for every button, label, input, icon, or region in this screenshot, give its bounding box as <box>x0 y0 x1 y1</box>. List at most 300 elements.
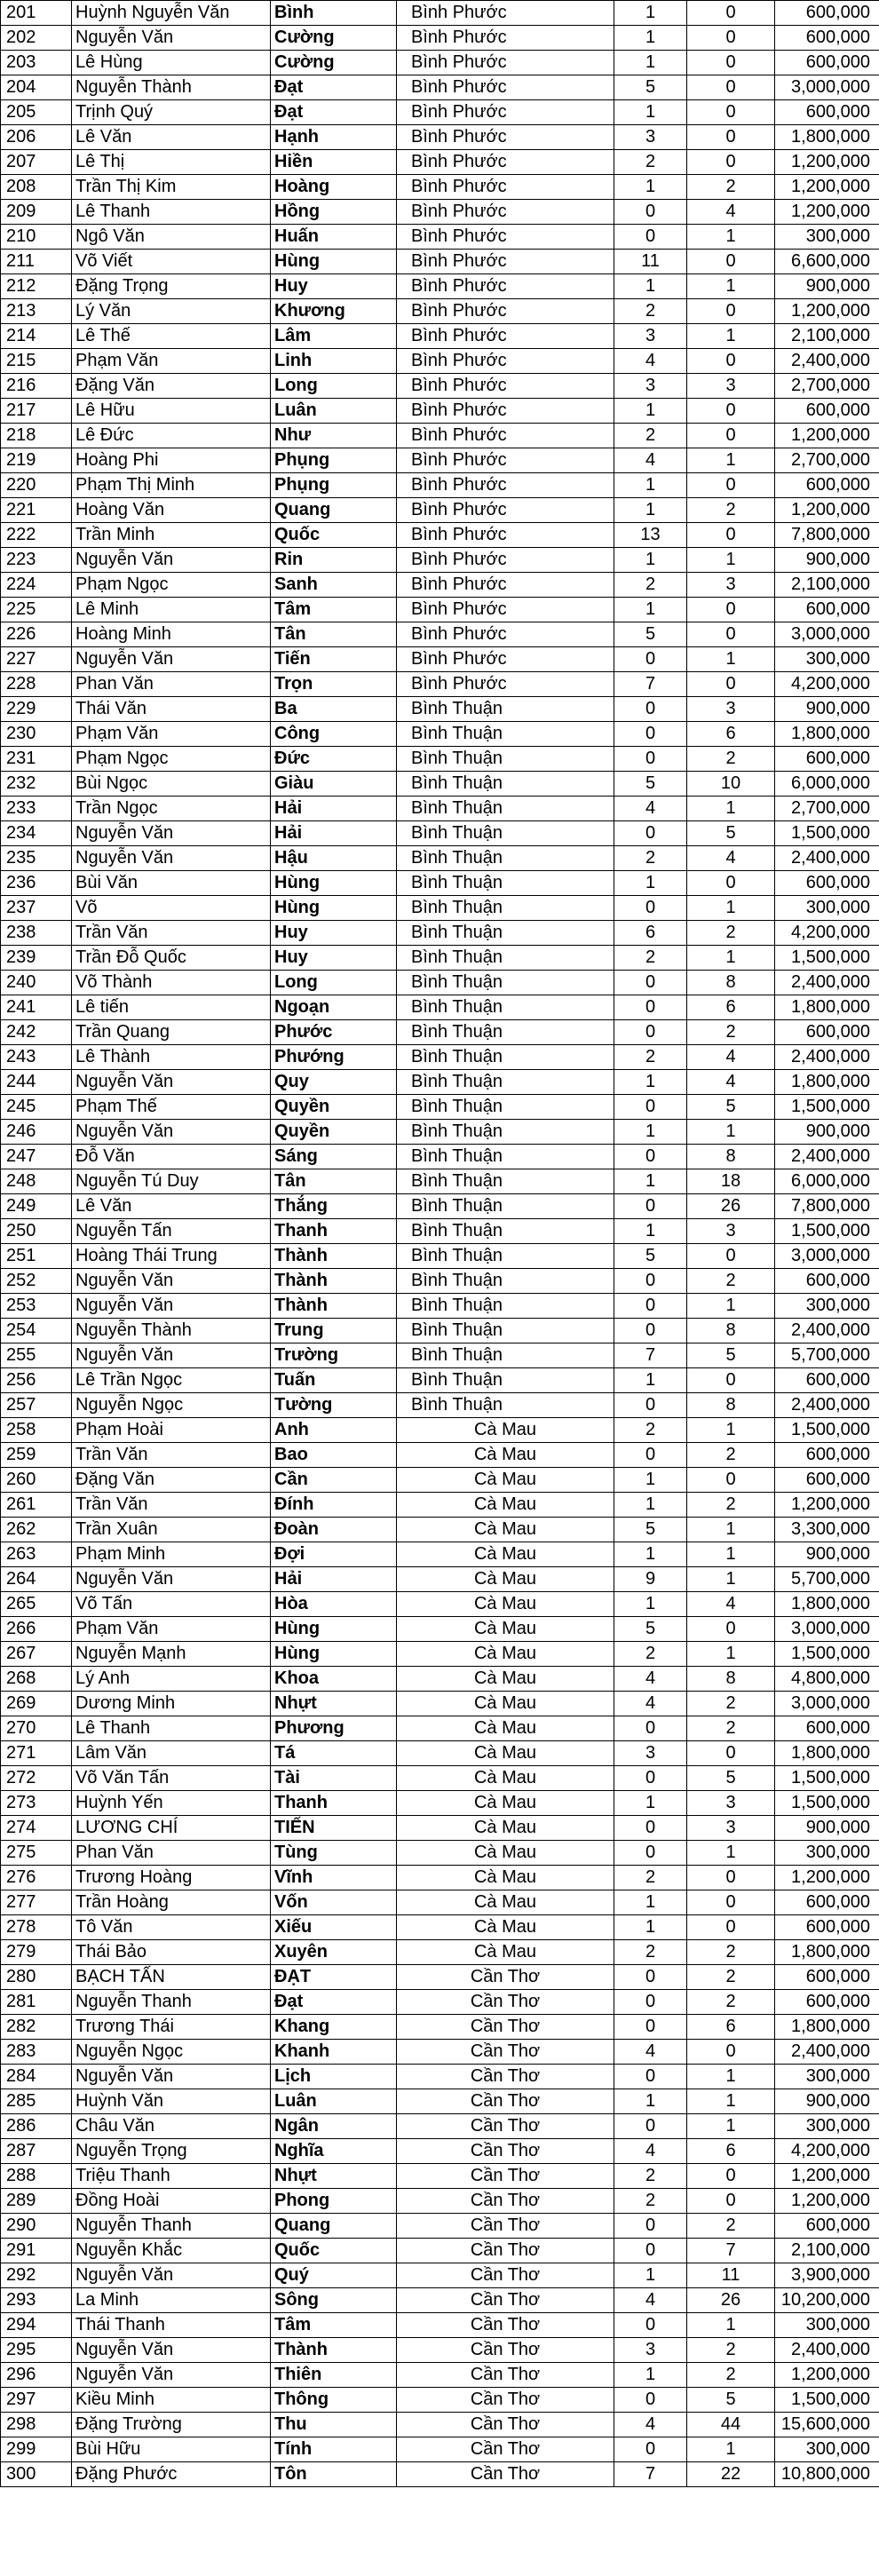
province-cell: Bình Phước <box>397 374 614 399</box>
table-row <box>1 2015 879 2040</box>
amount-cell: 2,400,000 <box>775 846 879 871</box>
count-2-cell: 1 <box>687 2065 775 2089</box>
count-1-cell: 1 <box>614 1592 687 1617</box>
table-row <box>1 1816 879 1841</box>
row-number-cell: 210 <box>1 225 72 250</box>
amount-cell: 600,000 <box>775 1 879 26</box>
surname-cell: Nguyễn Thanh <box>72 1990 271 2015</box>
table-row <box>1 995 879 1020</box>
count-1-cell: 7 <box>614 672 687 697</box>
table-row <box>1 2089 879 2114</box>
row-number-cell: 240 <box>1 971 72 995</box>
count-1-cell: 1 <box>614 26 687 51</box>
row-number-cell: 290 <box>1 2214 72 2239</box>
surname-cell: Phạm Văn <box>72 349 271 374</box>
given-name-cell: Hòa <box>271 1592 397 1617</box>
given-name-cell: Lịch <box>271 2065 397 2089</box>
row-number-cell: 274 <box>1 1816 72 1841</box>
table-row <box>1 523 879 548</box>
row-number-cell: 246 <box>1 1120 72 1145</box>
given-name-cell: Phụng <box>271 473 397 498</box>
given-name-cell: Ba <box>271 697 397 722</box>
province-cell: Cà Mau <box>397 1567 614 1592</box>
row-number-cell: 222 <box>1 523 72 548</box>
table-row <box>1 2114 879 2139</box>
province-cell: Cà Mau <box>397 1940 614 1965</box>
count-1-cell: 5 <box>614 1244 687 1269</box>
row-number-cell: 219 <box>1 448 72 473</box>
table-row <box>1 1368 879 1393</box>
table-body <box>1 1 879 2487</box>
surname-cell: Huỳnh Nguyễn Văn <box>72 1 271 26</box>
count-2-cell: 1 <box>687 2437 775 2462</box>
surname-cell: Đặng Phước <box>72 2462 271 2487</box>
amount-cell: 300,000 <box>775 896 879 921</box>
row-number-cell: 217 <box>1 399 72 424</box>
count-1-cell: 2 <box>614 2164 687 2189</box>
table-row <box>1 1493 879 1518</box>
surname-cell: Nguyễn Khắc <box>72 2239 271 2263</box>
count-1-cell: 0 <box>614 1020 687 1045</box>
count-1-cell: 1 <box>614 399 687 424</box>
row-number-cell: 220 <box>1 473 72 498</box>
row-number-cell: 221 <box>1 498 72 523</box>
count-2-cell: 3 <box>687 1791 775 1816</box>
province-cell: Bình Thuận <box>397 871 614 896</box>
surname-cell: Phan Văn <box>72 1841 271 1866</box>
count-1-cell: 5 <box>614 1518 687 1542</box>
count-1-cell: 2 <box>614 573 687 598</box>
given-name-cell: Sanh <box>271 573 397 598</box>
count-2-cell: 5 <box>687 1095 775 1120</box>
table-row <box>1 2263 879 2288</box>
given-name-cell: Tài <box>271 1766 397 1791</box>
count-2-cell: 2 <box>687 1965 775 1990</box>
province-cell: Bình Phước <box>397 299 614 324</box>
surname-cell: Thái Thanh <box>72 2313 271 2338</box>
surname-cell: Đặng Trọng <box>72 274 271 299</box>
row-number-cell: 273 <box>1 1791 72 1816</box>
province-cell: Cà Mau <box>397 1716 614 1741</box>
amount-cell: 2,700,000 <box>775 448 879 473</box>
row-number-cell: 212 <box>1 274 72 299</box>
amount-cell: 300,000 <box>775 2313 879 2338</box>
province-cell: Bình Thuận <box>397 1120 614 1145</box>
table-row <box>1 250 879 274</box>
count-1-cell: 0 <box>614 1990 687 2015</box>
count-1-cell: 0 <box>614 747 687 772</box>
province-cell: Bình Thuận <box>397 697 614 722</box>
given-name-cell: Phương <box>271 1716 397 1741</box>
count-2-cell: 5 <box>687 1343 775 1368</box>
given-name-cell: Thắng <box>271 1194 397 1219</box>
surname-cell: Triệu Thanh <box>72 2164 271 2189</box>
count-1-cell: 0 <box>614 1294 687 1319</box>
given-name-cell: Trường <box>271 1343 397 1368</box>
count-2-cell: 4 <box>687 1592 775 1617</box>
amount-cell: 2,400,000 <box>775 2338 879 2363</box>
amount-cell: 900,000 <box>775 548 879 573</box>
count-2-cell: 0 <box>687 473 775 498</box>
table-row <box>1 1766 879 1791</box>
table-row <box>1 1890 879 1915</box>
amount-cell: 4,200,000 <box>775 921 879 946</box>
province-cell: Cà Mau <box>397 1816 614 1841</box>
given-name-cell: Đạt <box>271 100 397 125</box>
row-number-cell: 205 <box>1 100 72 125</box>
amount-cell: 600,000 <box>775 1368 879 1393</box>
count-1-cell: 0 <box>614 995 687 1020</box>
count-2-cell: 1 <box>687 1120 775 1145</box>
amount-cell: 1,500,000 <box>775 946 879 971</box>
count-1-cell: 2 <box>614 946 687 971</box>
given-name-cell: TIẾN <box>271 1816 397 1841</box>
count-2-cell: 8 <box>687 1145 775 1169</box>
province-cell: Cần Thơ <box>397 2065 614 2089</box>
row-number-cell: 241 <box>1 995 72 1020</box>
amount-cell: 600,000 <box>775 1990 879 2015</box>
count-1-cell: 0 <box>614 2239 687 2263</box>
count-1-cell: 1 <box>614 1493 687 1518</box>
row-number-cell: 214 <box>1 324 72 349</box>
province-cell: Bình Phước <box>397 498 614 523</box>
row-number-cell: 213 <box>1 299 72 324</box>
amount-cell: 10,200,000 <box>775 2288 879 2313</box>
row-number-cell: 292 <box>1 2263 72 2288</box>
count-2-cell: 1 <box>687 1518 775 1542</box>
amount-cell: 1,500,000 <box>775 1219 879 1244</box>
given-name-cell: Vĩnh <box>271 1866 397 1890</box>
table-row <box>1 1915 879 1940</box>
amount-cell: 600,000 <box>775 1915 879 1940</box>
amount-cell: 300,000 <box>775 647 879 672</box>
row-number-cell: 280 <box>1 1965 72 1990</box>
amount-cell: 1,500,000 <box>775 1418 879 1443</box>
count-1-cell: 0 <box>614 1716 687 1741</box>
row-number-cell: 289 <box>1 2189 72 2214</box>
table-row <box>1 200 879 225</box>
table-row <box>1 175 879 200</box>
province-cell: Bình Thuận <box>397 1393 614 1418</box>
surname-cell: Lê Thanh <box>72 1716 271 1741</box>
province-cell: Cần Thơ <box>397 2437 614 2462</box>
row-number-cell: 208 <box>1 175 72 200</box>
table-row <box>1 1791 879 1816</box>
table-row <box>1 598 879 622</box>
count-1-cell: 0 <box>614 225 687 250</box>
amount-cell: 15,600,000 <box>775 2413 879 2437</box>
row-number-cell: 281 <box>1 1990 72 2015</box>
table-row <box>1 1542 879 1567</box>
given-name-cell: Tính <box>271 2437 397 2462</box>
amount-cell: 3,000,000 <box>775 622 879 647</box>
count-1-cell: 1 <box>614 1169 687 1194</box>
row-number-cell: 227 <box>1 647 72 672</box>
amount-cell: 1,500,000 <box>775 2388 879 2413</box>
count-2-cell: 7 <box>687 2239 775 2263</box>
table-row <box>1 647 879 672</box>
province-cell: Bình Thuận <box>397 946 614 971</box>
count-1-cell: 4 <box>614 1692 687 1716</box>
amount-cell: 600,000 <box>775 2214 879 2239</box>
row-number-cell: 244 <box>1 1070 72 1095</box>
table-row <box>1 2462 879 2487</box>
count-1-cell: 7 <box>614 1343 687 1368</box>
table-row <box>1 946 879 971</box>
given-name-cell: Thành <box>271 1294 397 1319</box>
amount-cell: 2,100,000 <box>775 324 879 349</box>
table-row <box>1 1418 879 1443</box>
given-name-cell: Quyền <box>271 1095 397 1120</box>
table-row <box>1 399 879 424</box>
surname-cell: Phạm Minh <box>72 1542 271 1567</box>
count-2-cell: 0 <box>687 26 775 51</box>
province-cell: Cần Thơ <box>397 2114 614 2139</box>
count-1-cell: 3 <box>614 324 687 349</box>
given-name-cell: Tân <box>271 622 397 647</box>
surname-cell: Hoàng Phi <box>72 448 271 473</box>
row-number-cell: 237 <box>1 896 72 921</box>
table-row <box>1 324 879 349</box>
surname-cell: Nguyễn Văn <box>72 846 271 871</box>
province-cell: Bình Phước <box>397 75 614 100</box>
amount-cell: 600,000 <box>775 1443 879 1468</box>
row-number-cell: 300 <box>1 2462 72 2487</box>
table-row <box>1 1567 879 1592</box>
row-number-cell: 235 <box>1 846 72 871</box>
given-name-cell: Hải <box>271 1567 397 1592</box>
count-1-cell: 1 <box>614 274 687 299</box>
given-name-cell: Thành <box>271 1244 397 1269</box>
given-name-cell: Khanh <box>271 2040 397 2065</box>
amount-cell: 1,800,000 <box>775 995 879 1020</box>
count-1-cell: 1 <box>614 1468 687 1493</box>
surname-cell: Trần Văn <box>72 1443 271 1468</box>
amount-cell: 1,200,000 <box>775 2189 879 2214</box>
province-cell: Cần Thơ <box>397 2189 614 2214</box>
table-row <box>1 971 879 995</box>
surname-cell: Trần Minh <box>72 523 271 548</box>
row-number-cell: 269 <box>1 1692 72 1716</box>
count-2-cell: 4 <box>687 1045 775 1070</box>
count-2-cell: 2 <box>687 498 775 523</box>
surname-cell: Nguyễn Văn <box>72 1120 271 1145</box>
given-name-cell: Hoàng <box>271 175 397 200</box>
surname-cell: Võ <box>72 896 271 921</box>
row-number-cell: 224 <box>1 573 72 598</box>
count-2-cell: 1 <box>687 647 775 672</box>
given-name-cell: Đính <box>271 1493 397 1518</box>
province-cell: Bình Phước <box>397 250 614 274</box>
amount-cell: 2,400,000 <box>775 349 879 374</box>
count-1-cell: 0 <box>614 821 687 846</box>
count-2-cell: 1 <box>687 2089 775 2114</box>
amount-cell: 600,000 <box>775 26 879 51</box>
given-name-cell: Quyền <box>271 1120 397 1145</box>
table-row <box>1 274 879 299</box>
surname-cell: Lê Minh <box>72 598 271 622</box>
province-cell: Bình Thuận <box>397 772 614 797</box>
count-1-cell: 0 <box>614 971 687 995</box>
row-number-cell: 296 <box>1 2363 72 2388</box>
table-row <box>1 1965 879 1990</box>
count-2-cell: 0 <box>687 1617 775 1642</box>
table-row <box>1 1990 879 2015</box>
count-2-cell: 2 <box>687 1269 775 1294</box>
given-name-cell: Tùng <box>271 1841 397 1866</box>
count-1-cell: 4 <box>614 349 687 374</box>
count-2-cell: 3 <box>687 697 775 722</box>
row-number-cell: 299 <box>1 2437 72 2462</box>
province-cell: Cần Thơ <box>397 2313 614 2338</box>
province-cell: Bình Thuận <box>397 747 614 772</box>
count-2-cell: 0 <box>687 349 775 374</box>
surname-cell: Lê Hùng <box>72 51 271 75</box>
count-2-cell: 0 <box>687 1915 775 1940</box>
given-name-cell: Tôn <box>271 2462 397 2487</box>
row-number-cell: 211 <box>1 250 72 274</box>
count-2-cell: 0 <box>687 622 775 647</box>
row-number-cell: 298 <box>1 2413 72 2437</box>
province-cell: Cà Mau <box>397 1592 614 1617</box>
surname-cell: Lê Thanh <box>72 200 271 225</box>
given-name-cell: Thiên <box>271 2363 397 2388</box>
table-row <box>1 1343 879 1368</box>
surname-cell: Trần Ngọc <box>72 797 271 821</box>
surname-cell: Võ Tấn <box>72 1592 271 1617</box>
given-name-cell: ĐẠT <box>271 1965 397 1990</box>
amount-cell: 900,000 <box>775 274 879 299</box>
table-row <box>1 125 879 150</box>
table-row <box>1 2189 879 2214</box>
table-row <box>1 75 879 100</box>
given-name-cell: Linh <box>271 349 397 374</box>
table-row <box>1 2139 879 2164</box>
surname-cell: Hoàng Minh <box>72 622 271 647</box>
surname-cell: Thái Văn <box>72 697 271 722</box>
surname-cell: Nguyễn Thanh <box>72 2214 271 2239</box>
count-1-cell: 1 <box>614 473 687 498</box>
count-1-cell: 0 <box>614 697 687 722</box>
row-number-cell: 231 <box>1 747 72 772</box>
table-row <box>1 1244 879 1269</box>
amount-cell: 10,800,000 <box>775 2462 879 2487</box>
surname-cell: Bùi Ngọc <box>72 772 271 797</box>
amount-cell: 600,000 <box>775 473 879 498</box>
count-1-cell: 0 <box>614 2388 687 2413</box>
row-number-cell: 204 <box>1 75 72 100</box>
given-name-cell: Trung <box>271 1319 397 1343</box>
given-name-cell: Long <box>271 374 397 399</box>
surname-cell: Phạm Hoài <box>72 1418 271 1443</box>
table-row <box>1 1219 879 1244</box>
province-cell: Cà Mau <box>397 1468 614 1493</box>
count-2-cell: 5 <box>687 2388 775 2413</box>
count-1-cell: 0 <box>614 1393 687 1418</box>
surname-cell: Hoàng Thái Trung <box>72 1244 271 1269</box>
row-number-cell: 234 <box>1 821 72 846</box>
given-name-cell: Hùng <box>271 250 397 274</box>
count-1-cell: 4 <box>614 2413 687 2437</box>
province-cell: Cần Thơ <box>397 2288 614 2313</box>
surname-cell: Nguyễn Văn <box>72 2363 271 2388</box>
count-2-cell: 1 <box>687 2114 775 2139</box>
surname-cell: Trần Văn <box>72 1493 271 1518</box>
table-row <box>1 1120 879 1145</box>
surname-cell: Nguyễn Ngọc <box>72 2040 271 2065</box>
row-number-cell: 271 <box>1 1741 72 1766</box>
count-2-cell: 1 <box>687 1542 775 1567</box>
surname-cell: Kiều Minh <box>72 2388 271 2413</box>
count-1-cell: 2 <box>614 2189 687 2214</box>
count-2-cell: 2 <box>687 1443 775 1468</box>
province-cell: Cần Thơ <box>397 2263 614 2288</box>
surname-cell: Võ Thành <box>72 971 271 995</box>
count-2-cell: 22 <box>687 2462 775 2487</box>
table-row <box>1 424 879 448</box>
given-name-cell: Trọn <box>271 672 397 697</box>
given-name-cell: Phước <box>271 1020 397 1045</box>
count-1-cell: 0 <box>614 2313 687 2338</box>
row-number-cell: 254 <box>1 1319 72 1343</box>
amount-cell: 1,200,000 <box>775 200 879 225</box>
count-1-cell: 1 <box>614 1368 687 1393</box>
row-number-cell: 256 <box>1 1368 72 1393</box>
given-name-cell: Huy <box>271 274 397 299</box>
table-row <box>1 498 879 523</box>
count-1-cell: 2 <box>614 150 687 175</box>
row-number-cell: 223 <box>1 548 72 573</box>
province-cell: Bình Thuận <box>397 1020 614 1045</box>
count-2-cell: 1 <box>687 1841 775 1866</box>
province-cell: Bình Phước <box>397 647 614 672</box>
row-number-cell: 272 <box>1 1766 72 1791</box>
given-name-cell: Tâm <box>271 2313 397 2338</box>
province-cell: Cà Mau <box>397 1741 614 1766</box>
row-number-cell: 248 <box>1 1169 72 1194</box>
surname-cell: Trương Hoàng <box>72 1866 271 1890</box>
amount-cell: 600,000 <box>775 1020 879 1045</box>
amount-cell: 1,200,000 <box>775 175 879 200</box>
province-cell: Cà Mau <box>397 1418 614 1443</box>
province-cell: Cà Mau <box>397 1542 614 1567</box>
province-cell: Bình Phước <box>397 399 614 424</box>
count-2-cell: 6 <box>687 2139 775 2164</box>
count-2-cell: 1 <box>687 1567 775 1592</box>
count-1-cell: 0 <box>614 1194 687 1219</box>
surname-cell: Nguyễn Văn <box>72 1070 271 1095</box>
given-name-cell: Nhựt <box>271 1692 397 1716</box>
count-1-cell: 4 <box>614 2040 687 2065</box>
count-2-cell: 2 <box>687 1692 775 1716</box>
count-2-cell: 0 <box>687 125 775 150</box>
count-2-cell: 0 <box>687 2040 775 2065</box>
row-number-cell: 261 <box>1 1493 72 1518</box>
surname-cell: BẠCH TẤN <box>72 1965 271 1990</box>
row-number-cell: 266 <box>1 1617 72 1642</box>
surname-cell: Huỳnh Yến <box>72 1791 271 1816</box>
given-name-cell: Vốn <box>271 1890 397 1915</box>
count-1-cell: 3 <box>614 125 687 150</box>
table-row <box>1 299 879 324</box>
amount-cell: 2,400,000 <box>775 1145 879 1169</box>
row-number-cell: 242 <box>1 1020 72 1045</box>
count-1-cell: 0 <box>614 1145 687 1169</box>
surname-cell: Đặng Văn <box>72 374 271 399</box>
given-name-cell: Ngân <box>271 2114 397 2139</box>
province-cell: Cà Mau <box>397 1841 614 1866</box>
amount-cell: 1,800,000 <box>775 2015 879 2040</box>
